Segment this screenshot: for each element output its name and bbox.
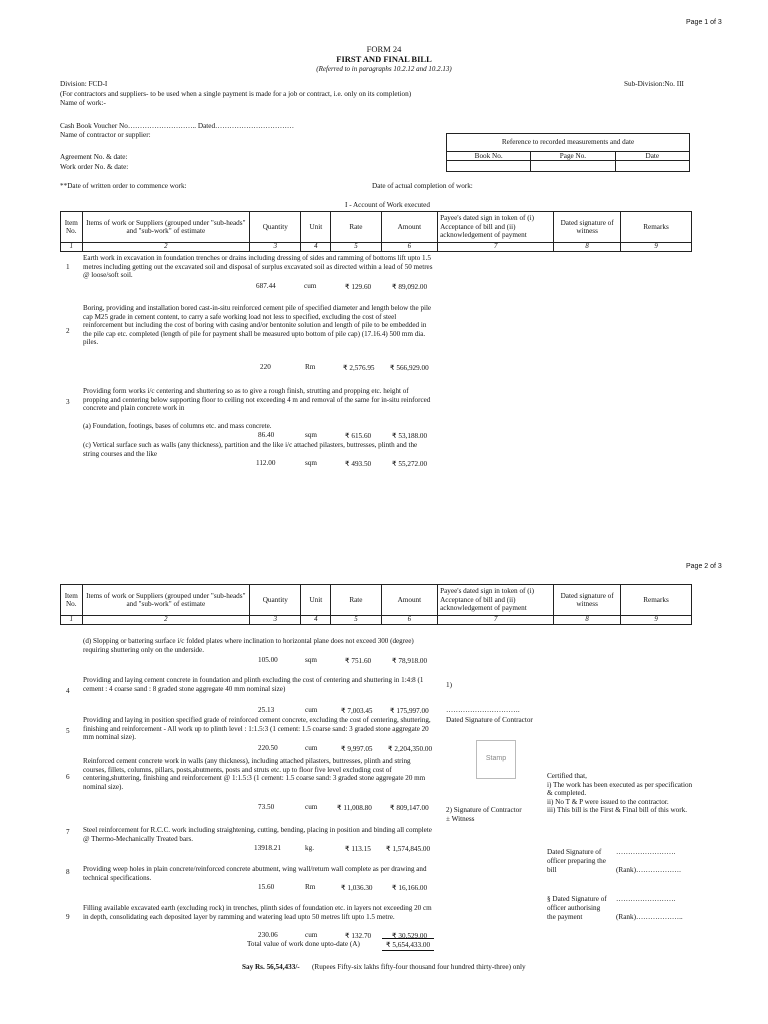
item-quantity: 105.00 xyxy=(258,656,278,664)
col-unit: Unit xyxy=(301,585,331,616)
col-index: 8 xyxy=(554,243,621,252)
col-index: 7 xyxy=(438,243,554,252)
work-order-no: Work order No. & date: xyxy=(60,163,129,171)
col-index: 7 xyxy=(438,616,554,625)
item-rate: ₹ 113.15 xyxy=(345,845,371,853)
completion-date: Date of actual completion of work: xyxy=(372,182,473,190)
item-rate: ₹ 493.50 xyxy=(345,460,372,468)
division: Division: FCD-I xyxy=(60,80,108,88)
col-index: 5 xyxy=(331,243,381,252)
item-rate: ₹ 129.60 xyxy=(345,283,372,291)
item-quantity: 220.50 xyxy=(258,744,278,752)
item-amount: ₹ 809,147.00 xyxy=(390,804,429,812)
item-amount: ₹ 30,529.00 xyxy=(392,932,428,940)
item-rate: ₹ 132.70 xyxy=(345,932,372,940)
col-index: 6 xyxy=(381,243,438,252)
total-label: Total value of work done upto-date (A) xyxy=(247,940,360,948)
item-quantity: 220 xyxy=(260,363,271,371)
officer-prepare-dots: ……………………. xyxy=(616,848,676,856)
cert-line-2: ii) No T & P were issued to the contractor. xyxy=(547,797,669,806)
officer-prepare-label-1: Dated Signature of xyxy=(547,848,602,856)
col-rate: Rate xyxy=(331,585,381,616)
item-unit: Rm xyxy=(305,363,316,371)
item-rate: ₹ 615.60 xyxy=(345,432,372,440)
col-index: 8 xyxy=(554,616,621,625)
item-amount: ₹ 16,166.00 xyxy=(392,884,428,892)
reference-heading: Reference to recorded measurements and date xyxy=(447,134,690,152)
item-amount: ₹ 78,918.00 xyxy=(392,657,428,665)
say-amount: Say Rs. 56,54,433/- xyxy=(242,963,300,971)
total-rule xyxy=(382,950,434,951)
col-index: 3 xyxy=(250,243,301,252)
signature-marker: 1) xyxy=(446,681,452,689)
signature-line: …………………………. xyxy=(446,706,520,714)
officer-prepare-rank: (Rank)………………. xyxy=(616,866,681,874)
item-rate: ₹ 9,997.05 xyxy=(341,745,373,753)
col-witness: Dated signature of witness xyxy=(554,585,621,616)
item-amount: ₹ 89,092.00 xyxy=(392,283,428,291)
item-number: 1 xyxy=(66,263,70,271)
bill-subtitle: (Referred to in paragraphs 10.2.12 and 10.2.13) xyxy=(316,65,452,73)
officer-authorise-rank: (Rank)……………….. xyxy=(616,913,683,921)
item-unit: cum xyxy=(305,803,318,811)
item-rate: ₹ 11,008.80 xyxy=(337,804,372,812)
col-witness: Dated signature of witness xyxy=(554,212,621,243)
col-remarks: Remarks xyxy=(621,585,692,616)
item-quantity: 15.60 xyxy=(258,883,275,891)
item-number: 5 xyxy=(66,727,70,735)
officer-authorise-label-3: the payment xyxy=(547,913,583,921)
col-rate: Rate xyxy=(331,212,381,243)
item-amount: ₹ 175,997.00 xyxy=(390,707,429,715)
item-amount: ₹ 53,188.00 xyxy=(392,432,428,440)
col-index: 3 xyxy=(250,616,301,625)
col-index: 1 xyxy=(61,243,83,252)
officer-prepare-label-2: officer preparing the xyxy=(547,857,606,865)
certification xyxy=(547,772,697,815)
item-description: Providing form works i/c centering and shuttering so as to give a rough finish, strutting and propping etc. height of propping and centering below supporting floor to ceiling not exceeding 4 m and removal of the same for in-situ reinforced concrete and plain concrete work in xyxy=(83,387,431,413)
col-amount: Amount xyxy=(381,212,438,243)
item-quantity: 112.00 xyxy=(256,459,276,467)
item-amount: ₹ 2,204,350.00 xyxy=(388,745,433,753)
item-unit: sqm xyxy=(305,431,317,439)
stamp-box: Stamp xyxy=(476,740,516,779)
cert-heading: Certified that, xyxy=(547,772,587,780)
col-items: Items of work or Suppliers (grouped under "sub-heads" and "sub-work" of estimate xyxy=(82,585,250,616)
item-number: 2 xyxy=(66,327,70,335)
witness-label: ± Witness xyxy=(446,815,475,823)
col-index: 2 xyxy=(82,243,250,252)
section-title: I - Account of Work executed xyxy=(345,201,430,209)
contractor-signature-2: 2) Signature of Contractor xyxy=(446,806,522,814)
item-unit: cum xyxy=(305,744,318,752)
item-number: 4 xyxy=(66,687,70,695)
item-subitem-c: (c) Vertical surface such as walls (any thickness), partition and the like i/c attached pilasters, buttresses, plinth and the string courses and the like xyxy=(83,441,418,458)
cash-book-voucher: Cash Book Voucher No……………………….. Dated…………………………… xyxy=(60,122,295,130)
total-rule xyxy=(382,938,434,939)
item-rate: ₹ 2,576.95 xyxy=(343,364,375,372)
item-quantity: 86.40 xyxy=(258,431,275,439)
col-index: 6 xyxy=(381,616,438,625)
item-quantity: 73.50 xyxy=(258,803,275,811)
ref-col-date: Date xyxy=(615,152,689,161)
col-payee: Payee's dated sign in token of (i) Acceptance of bill and (ii) acknowledgement of payment xyxy=(438,585,554,616)
col-index: 9 xyxy=(621,243,692,252)
col-item-no: Item No. xyxy=(61,585,83,616)
reference-table xyxy=(446,133,690,172)
contractor-name: Name of contractor or supplier: xyxy=(60,131,151,139)
item-unit: sqm xyxy=(305,656,317,664)
item-description: Reinforced cement concrete work in walls (any thickness), including attached pilasters, buttresses, plinth and string courses, fillets, columns, pillars, posts,abutments, posts and struts etc. up to floor five level excluding cost of centering,shuttering, finishing and reinforcement @ 1:1.5:3 (1 cement: 1.5 coarse sand: 3 graded stone aggregate 20 mm nominal size). xyxy=(83,757,426,791)
item-rate: ₹ 7,003.45 xyxy=(341,707,373,715)
col-index: 9 xyxy=(621,616,692,625)
item-unit: Rm xyxy=(305,883,316,891)
col-items: Items of work or Suppliers (grouped under "sub-heads" and "sub-work" of estimate xyxy=(82,212,250,243)
cert-line-3: iii) This bill is the First & Final bill of this work. xyxy=(547,806,688,815)
form-note: (For contractors and suppliers- to be used when a single payment is made for a job or contract, i.e. only on its completion) xyxy=(60,90,412,98)
items-header-table-1 xyxy=(60,211,692,252)
col-index: 4 xyxy=(301,616,331,625)
col-amount: Amount xyxy=(381,585,438,616)
item-description: Filling available excavated earth (excluding rock) in trenches, plinth sides of foundation etc. in layers not exceeding 20 cm in depth, consolidating each deposited layer by ramming and watering lead upto 50 metres lift upto 1.5 metre. xyxy=(83,904,432,921)
item-quantity: 687.44 xyxy=(256,282,276,290)
item-unit: sqm xyxy=(305,459,317,467)
item-description: Steel reinforcement for R.C.C. work including straightening, cutting, bending, placing in position and binding all complete @ Thermo-Mechanically Treated bars. xyxy=(83,826,432,843)
bill-title: FIRST AND FINAL BILL xyxy=(336,54,432,64)
item-description: (d) Slopping or battering surface i/c folded plates where inclination to horizontal plane does not exceed 300 (degree) requiring shuttering only on the underside. xyxy=(83,637,414,654)
form-number: FORM 24 xyxy=(366,44,402,54)
written-order-date: **Date of written order to commence work: xyxy=(60,182,187,190)
item-amount: ₹ 55,272.00 xyxy=(392,460,428,468)
item-rate: ₹ 751.60 xyxy=(345,657,372,665)
ref-col-book: Book No. xyxy=(447,152,531,161)
item-number: 9 xyxy=(66,913,70,921)
item-description: Providing and laying cement concrete in foundation and plinth excluding the cost of centering and shuttering in 1:4:8 (1 cement : 4 coarse sand : 8 graded stone aggregate 40 mm nominal size) xyxy=(83,676,424,693)
agreement-no: Agreement No. & date: xyxy=(60,153,128,161)
cert-line-1: i) The work has been executed as per specification & completed. xyxy=(547,780,693,798)
item-number: 8 xyxy=(66,868,70,876)
name-of-work: Name of work:- xyxy=(60,99,106,107)
item-quantity: 25.13 xyxy=(258,706,275,714)
item-quantity: 230.06 xyxy=(258,931,278,939)
col-remarks: Remarks xyxy=(621,212,692,243)
col-payee: Payee's dated sign in token of (i) Acceptance of bill and (ii) acknowledgement of payment xyxy=(438,212,554,243)
item-description: Earth work in excavation in foundation trenches or drains including dressing of sides and ramming of bottoms lift upto 1.5 metres including getting out the excavated soil and disposal of surplus excavated soil as directed within a lead of 50 metres @ loose/soft soil. xyxy=(83,254,433,280)
item-description: Boring, providing and installation bored cast-in-situ reinforced cement pile of specified diameter and length below the pile cap M25 grade in cement content, to carry a safe working load not less to specified, excluding the cost of steel reinforcement but including the cost of boring with casing and/or bentonite solution and length of pile to be embedded in the pile cap etc. completed (length of pile for payment shall be measured upto bottom of pile cap) (17.16.4) 500 mm dia. piles. xyxy=(83,304,432,347)
page-number: Page 1 of 3 xyxy=(686,19,722,26)
item-number: 6 xyxy=(66,773,70,781)
item-number: 3 xyxy=(66,398,70,406)
item-amount: ₹ 1,574,845.00 xyxy=(386,845,431,853)
sub-division: Sub-Division:No. III xyxy=(624,80,684,88)
item-subitem-a: (a) Foundation, footings, bases of columns etc. and mass concrete. xyxy=(83,422,272,430)
total-amount: ₹ 5,654,433.00 xyxy=(386,941,431,949)
amount-in-words: (Rupees Fifty-six lakhs fifty-four thousand four hundred thirty-three) only xyxy=(312,963,526,971)
col-item-no: Item No. xyxy=(61,212,83,243)
col-unit: Unit xyxy=(301,212,331,243)
officer-authorise-label-1: § Dated Signature of xyxy=(547,895,607,903)
item-quantity: 13918.21 xyxy=(254,844,281,852)
ref-col-page: Page No. xyxy=(531,152,615,161)
items-header-table-2 xyxy=(60,584,692,625)
col-quantity: Quantity xyxy=(250,212,301,243)
item-rate: ₹ 1,036.30 xyxy=(341,884,373,892)
col-index: 4 xyxy=(301,243,331,252)
page-number: Page 2 of 3 xyxy=(686,563,722,570)
officer-authorise-label-2: officer authorising xyxy=(547,904,601,912)
item-description: Providing weep holes in plain concrete/reinforced concrete abutment, wing wall/return wall complete as per drawing and technical specifications. xyxy=(83,865,427,882)
col-index: 2 xyxy=(82,616,250,625)
col-index: 1 xyxy=(61,616,83,625)
col-index: 5 xyxy=(331,616,381,625)
item-number: 7 xyxy=(66,828,70,836)
officer-prepare-label-3: bill xyxy=(547,866,557,874)
officer-authorise-dots: ……………………. xyxy=(616,895,676,903)
item-unit: cum xyxy=(305,706,318,714)
item-description: Providing and laying in position specified grade of reinforced cement concrete, excluding the cost of centering, shuttering, finishing and reinforcement - All work up to plinth level : 1:1.5:3 (1 cement: 1.5 coarse sand: 3 graded stone aggregate 20 mm nominal size). xyxy=(83,716,431,742)
item-unit: cum xyxy=(305,931,318,939)
col-quantity: Quantity xyxy=(250,585,301,616)
item-unit: cum xyxy=(304,282,317,290)
item-unit: kg. xyxy=(305,844,314,852)
item-amount: ₹ 566,929.00 xyxy=(390,364,429,372)
contractor-signature-label: Dated Signature of Contractor xyxy=(446,716,533,724)
